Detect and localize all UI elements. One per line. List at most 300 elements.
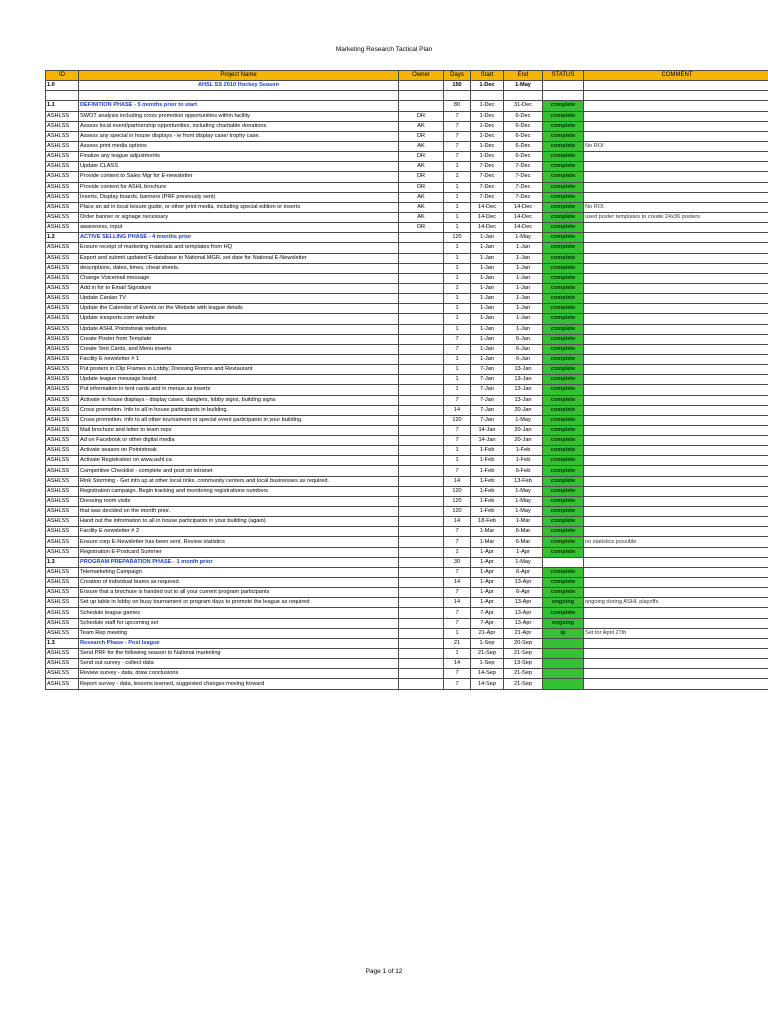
row-id-cell: ASHLSS: [46, 294, 79, 304]
row-id-cell: ASHLSS: [46, 425, 79, 435]
row-comment-cell: [584, 182, 768, 192]
row-end-cell: 6-Feb: [504, 466, 543, 476]
row-end-cell: 1-Jan: [504, 314, 543, 324]
row-start-cell: 1-Jan: [471, 273, 504, 283]
table-row: [46, 202, 768, 212]
row-id-cell: ASHLSS: [46, 395, 79, 405]
row-start-cell: 14-Jan: [471, 436, 504, 446]
row-status-cell: complete: [543, 212, 584, 222]
row-id-cell: 1.0: [46, 81, 79, 91]
row-end-cell: 7-Dec: [504, 192, 543, 202]
row-owner-cell: [399, 334, 444, 344]
row-project-name-cell: Mail brochure and letter to team reps: [79, 425, 399, 435]
table-header-row: [46, 71, 768, 81]
row-owner-cell: [399, 243, 444, 253]
row-comment-cell: [584, 395, 768, 405]
table-row: [46, 121, 768, 131]
row-days-cell: 120: [444, 486, 471, 496]
row-owner-cell: AK: [399, 212, 444, 222]
row-status-cell: complete: [543, 182, 584, 192]
row-start-cell: 1-Dec: [471, 111, 504, 121]
row-owner-cell: [399, 517, 444, 527]
row-owner-cell: AK: [399, 121, 444, 131]
row-id-cell: ASHLSS: [46, 172, 79, 182]
table-row: [46, 141, 768, 151]
row-status-cell: ongoing: [543, 618, 584, 628]
row-days-cell: 1: [444, 385, 471, 395]
row-end-cell: 1-Mar: [504, 517, 543, 527]
row-comment-cell: [584, 618, 768, 628]
table-row: [46, 375, 768, 385]
row-start-cell: 7-Jan: [471, 395, 504, 405]
row-days-cell: 7: [444, 669, 471, 679]
table-row: [46, 314, 768, 324]
row-owner-cell: [399, 466, 444, 476]
row-comment-cell: [584, 294, 768, 304]
row-id-cell: ASHLSS: [46, 152, 79, 162]
row-comment-cell: [584, 638, 768, 648]
row-status-cell: complete: [543, 446, 584, 456]
row-owner-cell: [399, 649, 444, 659]
row-comment-cell: [584, 192, 768, 202]
row-comment-cell: [584, 324, 768, 334]
row-owner-cell: [399, 344, 444, 354]
row-end-cell: 13-Jan: [504, 385, 543, 395]
row-status-cell: complete: [543, 344, 584, 354]
row-status-cell: complete: [543, 436, 584, 446]
row-end-cell: 20-Jan: [504, 436, 543, 446]
row-end-cell: 1-Jan: [504, 283, 543, 293]
row-days-cell: 1: [444, 446, 471, 456]
row-id-cell: ASHLSS: [46, 618, 79, 628]
row-status-cell: complete: [543, 233, 584, 243]
row-comment-cell: [584, 557, 768, 567]
row-start-cell: 7-Jan: [471, 365, 504, 375]
row-comment-cell: [584, 547, 768, 557]
row-project-name-cell: Put information in tent cards and in menus as inserts: [79, 385, 399, 395]
row-comment-cell: [584, 304, 768, 314]
row-project-name-cell: awareness, input: [79, 223, 399, 233]
row-status-cell: complete: [543, 111, 584, 121]
row-end-cell: 13-Apr: [504, 608, 543, 618]
row-end-cell: 1-May: [504, 507, 543, 517]
row-status-cell: complete: [543, 202, 584, 212]
row-end-cell: 1-May: [504, 486, 543, 496]
row-id-cell: ASHLSS: [46, 324, 79, 334]
row-start-cell: 14-Jan: [471, 425, 504, 435]
row-days-cell: 7: [444, 344, 471, 354]
row-project-name-cell: Facility E newsletter # 2: [79, 527, 399, 537]
row-comment-cell: [584, 608, 768, 618]
row-id-cell: ASHLSS: [46, 314, 79, 324]
row-owner-cell: [399, 628, 444, 638]
row-owner-cell: [399, 101, 444, 111]
row-end-cell: 6-Dec: [504, 131, 543, 141]
row-end-cell: 1-Jan: [504, 243, 543, 253]
row-project-name-cell: Assess print media options: [79, 141, 399, 151]
row-project-name-cell: Order banner or signage necessary: [79, 212, 399, 222]
row-end-cell: 1-May: [504, 415, 543, 425]
row-id-cell: ASHLSS: [46, 567, 79, 577]
row-end-cell: 1-Jan: [504, 304, 543, 314]
row-owner-cell: AK: [399, 202, 444, 212]
row-days-cell: 7: [444, 111, 471, 121]
row-start-cell: 1-Jan: [471, 344, 504, 354]
row-project-name-cell: ACTIVE SELLING PHASE - 4 months prior: [79, 233, 399, 243]
row-days-cell: 7: [444, 527, 471, 537]
row-comment-cell: [584, 314, 768, 324]
row-project-name-cell: Team Rep meeting: [79, 628, 399, 638]
row-status-cell: complete: [543, 334, 584, 344]
row-comment-cell: [584, 588, 768, 598]
row-owner-cell: [399, 324, 444, 334]
row-end-cell: 1-Jan: [504, 294, 543, 304]
row-project-name-cell: AHSL SS 2010 Hockey Season: [79, 81, 399, 91]
row-days-cell: 7: [444, 334, 471, 344]
row-end-cell: 7-Dec: [504, 172, 543, 182]
row-id-cell: ASHLSS: [46, 598, 79, 608]
row-owner-cell: [399, 283, 444, 293]
row-status-cell: ongoing: [543, 598, 584, 608]
row-days-cell: 1: [444, 283, 471, 293]
row-project-name-cell: Rink Storming - Get info up at other local rinks, community centers and local businesses as required.: [79, 476, 399, 486]
row-owner-cell: [399, 263, 444, 273]
phase-row: [46, 233, 768, 243]
row-days-cell: 1: [444, 456, 471, 466]
row-id-cell: ASHLSS: [46, 547, 79, 557]
table-row: [46, 172, 768, 182]
row-comment-cell: [584, 172, 768, 182]
row-comment-cell: [584, 385, 768, 395]
row-end-cell: 6-Dec: [504, 111, 543, 121]
row-project-name-cell: Activate season on Pointstreak: [79, 446, 399, 456]
row-owner-cell: [399, 446, 444, 456]
row-days-cell: 1: [444, 172, 471, 182]
table-row: [46, 628, 768, 638]
row-end-cell: 1-Jan: [504, 324, 543, 334]
row-owner-cell: [399, 304, 444, 314]
row-owner-cell: [399, 415, 444, 425]
row-status-cell: complete: [543, 456, 584, 466]
row-start-cell: 21-Apr: [471, 628, 504, 638]
row-status-cell: complete: [543, 283, 584, 293]
row-status-cell: [543, 557, 584, 567]
row-status-cell: complete: [543, 263, 584, 273]
row-start-cell: 1-Mar: [471, 527, 504, 537]
header-days: Days: [444, 71, 471, 81]
table-row: [46, 537, 768, 547]
row-id-cell: 1.3: [46, 557, 79, 567]
row-id-cell: 1.2: [46, 233, 79, 243]
row-end-cell: 14-Dec: [504, 202, 543, 212]
row-end-cell: 6-Dec: [504, 152, 543, 162]
row-project-name-cell: Ad on Facebook or other digital media: [79, 436, 399, 446]
header-project-name: Project Name: [79, 71, 399, 81]
row-owner-cell: [399, 233, 444, 243]
header-end: End: [504, 71, 543, 81]
row-owner-cell: DR: [399, 223, 444, 233]
row-project-name-cell: Review survey - data, draw conclusions: [79, 669, 399, 679]
row-id-cell: ASHLSS: [46, 131, 79, 141]
row-days-cell: 1: [444, 223, 471, 233]
table-row: [46, 253, 768, 263]
row-days-cell: 7: [444, 466, 471, 476]
row-owner-cell: [399, 507, 444, 517]
row-status-cell: complete: [543, 567, 584, 577]
row-comment-cell: [584, 405, 768, 415]
row-id-cell: 1.1: [46, 101, 79, 111]
row-owner-cell: [399, 496, 444, 506]
row-days-cell: 1: [444, 628, 471, 638]
row-status-cell: [543, 679, 584, 689]
row-project-name-cell: Ensure that a brochure is handed out to all your current program participants: [79, 588, 399, 598]
table-row: [46, 588, 768, 598]
row-project-name-cell: Create Poster from Template: [79, 334, 399, 344]
row-project-name-cell: Dressing room visits: [79, 496, 399, 506]
row-start-cell: 1-Jan: [471, 253, 504, 263]
row-status-cell: [543, 81, 584, 91]
row-days-cell: 7: [444, 436, 471, 446]
row-owner-cell: [399, 354, 444, 364]
row-comment-cell: [584, 507, 768, 517]
row-comment-cell: No ROI: [584, 202, 768, 212]
row-start-cell: 1-Apr: [471, 557, 504, 567]
row-days-cell: 1: [444, 547, 471, 557]
row-owner-cell: [399, 253, 444, 263]
row-id-cell: ASHLSS: [46, 283, 79, 293]
table-row: [46, 456, 768, 466]
row-start-cell: 7-Jan: [471, 415, 504, 425]
row-owner-cell: [399, 638, 444, 648]
table-row: [46, 212, 768, 222]
row-status-cell: complete: [543, 425, 584, 435]
row-id-cell: ASHLSS: [46, 628, 79, 638]
table-row: [46, 324, 768, 334]
row-end-cell: 6-Apr: [504, 567, 543, 577]
row-project-name-cell: Update CLASS: [79, 162, 399, 172]
row-end-cell: 6-Mar: [504, 537, 543, 547]
table-row: [46, 304, 768, 314]
table-row: [46, 598, 768, 608]
row-start-cell: 1-Feb: [471, 446, 504, 456]
row-project-name-cell: Schedule league games: [79, 608, 399, 618]
row-owner-cell: [399, 527, 444, 537]
table-row: [46, 294, 768, 304]
row-comment-cell: [584, 436, 768, 446]
row-days-cell: 7: [444, 567, 471, 577]
row-id-cell: ASHLSS: [46, 223, 79, 233]
table-row: [46, 415, 768, 425]
row-days-cell: 7: [444, 608, 471, 618]
row-days-cell: 1: [444, 324, 471, 334]
row-id-cell: ASHLSS: [46, 486, 79, 496]
table-row: [46, 334, 768, 344]
row-comment-cell: [584, 111, 768, 121]
row-start-cell: 1-Jan: [471, 334, 504, 344]
row-days-cell: 14: [444, 405, 471, 415]
row-id-cell: ASHLSS: [46, 466, 79, 476]
season-row: [46, 81, 768, 91]
table-row: [46, 436, 768, 446]
row-owner-cell: [399, 659, 444, 669]
row-days-cell: 1: [444, 294, 471, 304]
row-days-cell: 14: [444, 659, 471, 669]
row-project-name-cell: Update icesports.com website: [79, 314, 399, 324]
row-id-cell: ASHLSS: [46, 446, 79, 456]
row-owner-cell: [399, 375, 444, 385]
row-end-cell: 6-Apr: [504, 588, 543, 598]
row-start-cell: 1-Dec: [471, 141, 504, 151]
row-id-cell: ASHLSS: [46, 385, 79, 395]
row-status-cell: complete: [543, 466, 584, 476]
row-start-cell: 7-Dec: [471, 182, 504, 192]
table-row: [46, 446, 768, 456]
row-comment-cell: [584, 273, 768, 283]
row-comment-cell: [584, 669, 768, 679]
row-owner-cell: [399, 314, 444, 324]
row-comment-cell: [584, 152, 768, 162]
tactical-plan-table: [45, 70, 768, 690]
row-id-cell: ASHLSS: [46, 304, 79, 314]
row-owner-cell: DR: [399, 182, 444, 192]
table-row: [46, 344, 768, 354]
row-start-cell: 1-Jan: [471, 314, 504, 324]
row-end-cell: 1-May: [504, 81, 543, 91]
header-status: STATUS: [543, 71, 584, 81]
row-status-cell: complete: [543, 547, 584, 557]
row-project-name-cell: Inserts, Display boards, banners (PRF previously sent): [79, 192, 399, 202]
row-comment-cell: ongoing during ASHL playoffs: [584, 598, 768, 608]
row-project-name-cell: Update ASHL Pointstreak websites: [79, 324, 399, 334]
table-row: [46, 649, 768, 659]
row-start-cell: 7-Dec: [471, 162, 504, 172]
row-end-cell: 13-Apr: [504, 618, 543, 628]
row-id-cell: ASHLSS: [46, 192, 79, 202]
row-id-cell: ASHLSS: [46, 496, 79, 506]
row-days-cell: 7: [444, 425, 471, 435]
row-end-cell: 1-Feb: [504, 446, 543, 456]
row-start-cell: 7-Dec: [471, 172, 504, 182]
table-row: [46, 527, 768, 537]
row-project-name-cell: Export and submit updated E-database to National MGR, set date for National E-Newsletter: [79, 253, 399, 263]
row-start-cell: 1-Jan: [471, 263, 504, 273]
row-status-cell: complete: [543, 273, 584, 283]
row-start-cell: 14-Sep: [471, 669, 504, 679]
row-comment-cell: [584, 527, 768, 537]
row-comment-cell: [584, 81, 768, 91]
row-status-cell: complete: [543, 496, 584, 506]
row-id-cell: ASHLSS: [46, 527, 79, 537]
phase-row: [46, 638, 768, 648]
row-start-cell: 1-Jan: [471, 233, 504, 243]
table-row: [46, 131, 768, 141]
row-start-cell: 7-Jan: [471, 385, 504, 395]
row-id-cell: ASHLSS: [46, 202, 79, 212]
table-row: [46, 567, 768, 577]
row-status-cell: complete: [543, 578, 584, 588]
row-project-name-cell: Creation of individual teams as required.: [79, 578, 399, 588]
row-project-name-cell: SWOT analysis including cross promotion opportunities within facility: [79, 111, 399, 121]
table-row: [46, 273, 768, 283]
row-status-cell: complete: [543, 192, 584, 202]
row-end-cell: 6-Dec: [504, 141, 543, 151]
row-project-name-cell: Activate Registration on www.ashl.ca: [79, 456, 399, 466]
row-owner-cell: [399, 456, 444, 466]
row-end-cell: 31-Dec: [504, 101, 543, 111]
row-id-cell: ASHLSS: [46, 588, 79, 598]
row-end-cell: 14-Dec: [504, 223, 543, 233]
row-end-cell: 13-Apr: [504, 578, 543, 588]
row-project-name-cell: Send PRF for the following season to National marketing: [79, 649, 399, 659]
row-project-name-cell: Hand out the information to all in house participants in your building (again): [79, 517, 399, 527]
row-status-cell: complete: [543, 101, 584, 111]
row-status-cell: complete: [543, 517, 584, 527]
row-days-cell: 1: [444, 192, 471, 202]
row-comment-cell: [584, 101, 768, 111]
row-days-cell: 7: [444, 131, 471, 141]
table-row: [46, 354, 768, 364]
row-start-cell: 1-Dec: [471, 152, 504, 162]
row-end-cell: 1-Jan: [504, 263, 543, 273]
row-project-name-cell: descriptions, dates, times, cheat sheets.: [79, 263, 399, 273]
row-start-cell: 7-Jan: [471, 405, 504, 415]
row-days-cell: 1: [444, 273, 471, 283]
row-start-cell: 14-Dec: [471, 212, 504, 222]
row-days-cell: 1: [444, 212, 471, 222]
row-status-cell: complete: [543, 588, 584, 598]
row-comment-cell: [584, 334, 768, 344]
row-start-cell: [471, 91, 504, 101]
row-end-cell: 13-Sep: [504, 659, 543, 669]
row-owner-cell: [399, 405, 444, 415]
row-comment-cell: [584, 375, 768, 385]
page-footer: Page 1 of 12: [365, 968, 403, 975]
row-owner-cell: [399, 608, 444, 618]
row-comment-cell: [584, 578, 768, 588]
row-status-cell: complete: [543, 405, 584, 415]
row-comment-cell: [584, 567, 768, 577]
row-id-cell: ASHLSS: [46, 608, 79, 618]
row-project-name-cell: Cross promotion. Info to all in house participants in building.: [79, 405, 399, 415]
row-comment-cell: [584, 344, 768, 354]
table-body: [46, 81, 768, 689]
row-owner-cell: [399, 425, 444, 435]
table-row: [46, 243, 768, 253]
row-comment-cell: [584, 162, 768, 172]
row-end-cell: 7-Dec: [504, 162, 543, 172]
table-row: [46, 385, 768, 395]
row-id-cell: 1.3: [46, 638, 79, 648]
row-days-cell: 7: [444, 679, 471, 689]
row-days-cell: 14: [444, 578, 471, 588]
row-owner-cell: [399, 547, 444, 557]
table-row: [46, 182, 768, 192]
row-start-cell: 1-Feb: [471, 456, 504, 466]
row-end-cell: 13-Jan: [504, 395, 543, 405]
table-row: [46, 425, 768, 435]
row-project-name-cell: Registration E-Postcard Summer: [79, 547, 399, 557]
row-end-cell: 1-Jan: [504, 253, 543, 263]
header-comment: COMMENT: [584, 71, 768, 81]
row-days-cell: [444, 91, 471, 101]
row-comment-cell: [584, 121, 768, 131]
row-project-name-cell: Provide content to Sales Mgr for E-newsletter: [79, 172, 399, 182]
row-id-cell: ASHLSS: [46, 669, 79, 679]
row-days-cell: 30: [444, 557, 471, 567]
row-comment-cell: [584, 253, 768, 263]
table-row: [46, 507, 768, 517]
table-row: [46, 223, 768, 233]
